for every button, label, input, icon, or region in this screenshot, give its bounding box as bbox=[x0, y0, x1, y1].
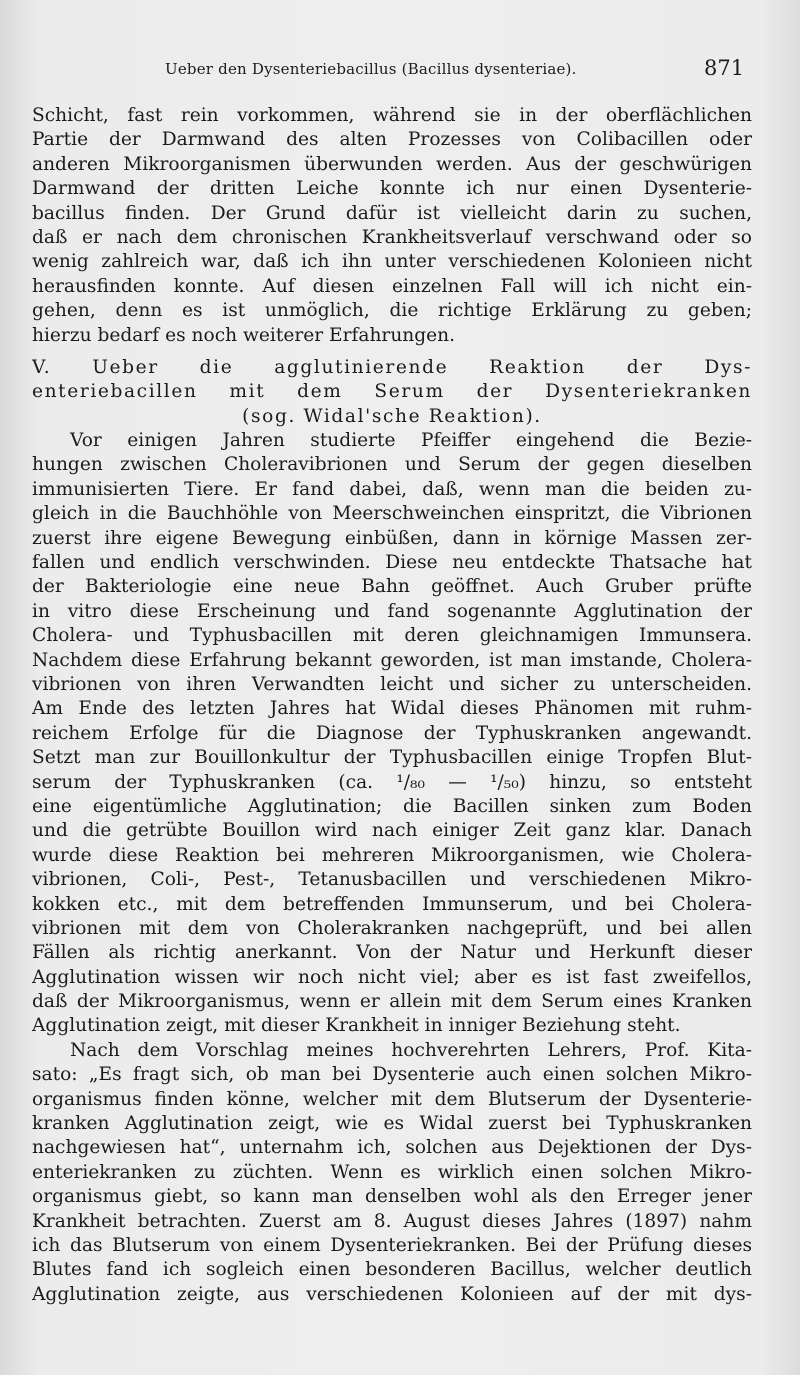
text-line: kokken etc., mit dem betreffenden Immunserum, und bei Cholera- bbox=[32, 893, 752, 915]
text-line: Agglutination wissen wir noch nicht viel; aber es ist fast zweifellos, bbox=[32, 966, 752, 988]
text-line: gleich in die Bauchhöhle von Meerschweinchen einspritzt, die Vibrionen bbox=[32, 503, 752, 525]
text-line: reichem Erfolge für die Diagnose der Typhuskranken angewandt. bbox=[32, 722, 752, 744]
body-text bbox=[32, 104, 752, 1307]
text-line: anderen Mikroorganismen überwunden werden. Aus der geschwürigen bbox=[32, 153, 752, 175]
heading-line: enteriebacillen mit dem Serum der Dysenteriekranken bbox=[32, 381, 752, 403]
text-line: Darmwand der dritten Leiche konnte ich nur einen Dysenterie- bbox=[32, 178, 752, 200]
text-line: Krankheit betrachten. Zuerst am 8. August dieses Jahres (1897) nahm bbox=[32, 1210, 752, 1232]
text-line: gehen, denn es ist unmöglich, die richtige Erklärung zu geben; bbox=[32, 300, 752, 322]
paragraph-1 bbox=[32, 104, 752, 348]
text-line: enteriekranken zu züchten. Wenn es wirklich einen solchen Mikro- bbox=[32, 1161, 752, 1183]
text-line: Fällen als richtig anerkannt. Von der Natur und Herkunft dieser bbox=[32, 942, 752, 964]
text-line: zuerst ihre eigene Bewegung einbüßen, dann in körnige Massen zer- bbox=[32, 527, 752, 549]
text-line: hierzu bedarf es noch weiterer Erfahrungen. bbox=[32, 324, 456, 346]
text-line: Agglutination zeigte, aus verschiedenen Kolonieen auf der mit dys- bbox=[32, 1283, 752, 1305]
text-line: Am Ende des letzten Jahres hat Widal dieses Phänomen mit ruhm- bbox=[32, 698, 752, 720]
text-line: in vitro diese Erscheinung und fand sogenannte Agglutination der bbox=[32, 600, 752, 622]
text-line: daß der Mikroorganismus, wenn er allein mit dem Serum eines Kranken bbox=[32, 991, 752, 1013]
text-line: Setzt man zur Bouillonkultur der Typhusbacillen einige Tropfen Blut- bbox=[32, 747, 752, 769]
text-line: vibrionen, Coli-, Pest-, Tetanusbacillen und verschiedenen Mikro- bbox=[32, 869, 752, 891]
text-line: organismus giebt, so kann man denselben wohl als den Erreger jener bbox=[32, 1186, 752, 1208]
text-line: vibrionen von ihren Verwandten leicht und sicher zu unterscheiden. bbox=[32, 673, 752, 695]
text-line: daß er nach dem chronischen Krankheitsverlauf verschwand oder so bbox=[32, 226, 752, 248]
text-line: ich das Blutserum von einem Dysenteriekranken. Bei der Prüfung dieses bbox=[32, 1234, 752, 1256]
section-heading bbox=[32, 356, 752, 429]
text-line: und die getrübte Bouillon wird nach einiger Zeit ganz klar. Danach bbox=[32, 820, 752, 842]
text-line: wurde diese Reaktion bei mehreren Mikroorganismen, wie Cholera- bbox=[32, 844, 752, 866]
text-line: Blutes fand ich sogleich einen besonderen Bacillus, welcher deutlich bbox=[32, 1259, 752, 1281]
text-line: Nach dem Vorschlag meines hochverehrten Lehrers, Prof. Kita- bbox=[70, 1039, 752, 1061]
page-number: 871 bbox=[704, 56, 745, 80]
text-line: bacillus finden. Der Grund dafür ist vielleicht darin zu suchen, bbox=[32, 202, 752, 224]
text-line: wenig zahlreich war, daß ich ihn unter verschiedenen Kolonieen nicht bbox=[32, 251, 752, 273]
text-line: serum der Typhuskranken (ca. ¹/₈₀ — ¹/₅₀) hinzu, so entsteht bbox=[32, 771, 752, 793]
text-line: herausfinden konnte. Auf diesen einzelnen Fall will ich nicht ein- bbox=[32, 275, 752, 297]
text-line: nachgewiesen hat“, unternahm ich, solchen aus Dejektionen der Dys- bbox=[32, 1137, 752, 1159]
text-line: sato: „Es fragt sich, ob man bei Dysenterie auch einen solchen Mikro- bbox=[32, 1064, 752, 1086]
text-line: eine eigentümliche Agglutination; die Bacillen sinken zum Boden bbox=[32, 795, 752, 817]
heading-line: V. Ueber die agglutinierende Reaktion der Dys- bbox=[32, 356, 752, 378]
text-line: Nachdem diese Erfahrung bekannt geworden, ist man imstande, Cholera- bbox=[32, 649, 752, 671]
paragraph-2 bbox=[32, 429, 752, 1039]
text-line: Cholera- und Typhusbacillen mit deren gleichnamigen Immunsera. bbox=[32, 625, 752, 647]
text-line: organismus finden könne, welcher mit dem Blutserum der Dysenterie- bbox=[32, 1088, 752, 1110]
text-line: kranken Agglutination zeigt, wie es Widal zuerst bei Typhuskranken bbox=[32, 1113, 752, 1135]
text-line: Partie der Darmwand des alten Prozesses von Colibacillen oder bbox=[32, 129, 752, 151]
text-line: hungen zwischen Choleravibrionen und Serum der gegen dieselben bbox=[32, 454, 752, 476]
text-line: immunisierten Tiere. Er fand dabei, daß, wenn man die beiden zu- bbox=[32, 478, 752, 500]
page-header bbox=[0, 56, 800, 86]
text-line: fallen und endlich verschwinden. Diese neu entdeckte Thatsache hat bbox=[32, 552, 752, 574]
text-line: vibrionen mit dem von Cholerakranken nachgeprüft, und bei allen bbox=[32, 917, 752, 939]
text-line: Schicht, fast rein vorkommen, während sie in der oberflächlichen bbox=[32, 105, 752, 126]
section-gap bbox=[32, 348, 752, 356]
text-line: Vor einigen Jahren studierte Pfeiffer eingehend die Bezie- bbox=[70, 430, 752, 452]
heading-line: (sog. Widal'sche Reaktion). bbox=[242, 405, 542, 427]
running-title: Ueber den Dysenteriebacillus (Bacillus dysenteriae). bbox=[165, 60, 577, 78]
text-line: Agglutination zeigt, mit dieser Krankheit in inniger Beziehung steht. bbox=[32, 1015, 681, 1037]
paragraph-3 bbox=[32, 1039, 752, 1307]
text-line: der Bakteriologie eine neue Bahn geöffnet. Auch Gruber prüfte bbox=[32, 576, 752, 598]
